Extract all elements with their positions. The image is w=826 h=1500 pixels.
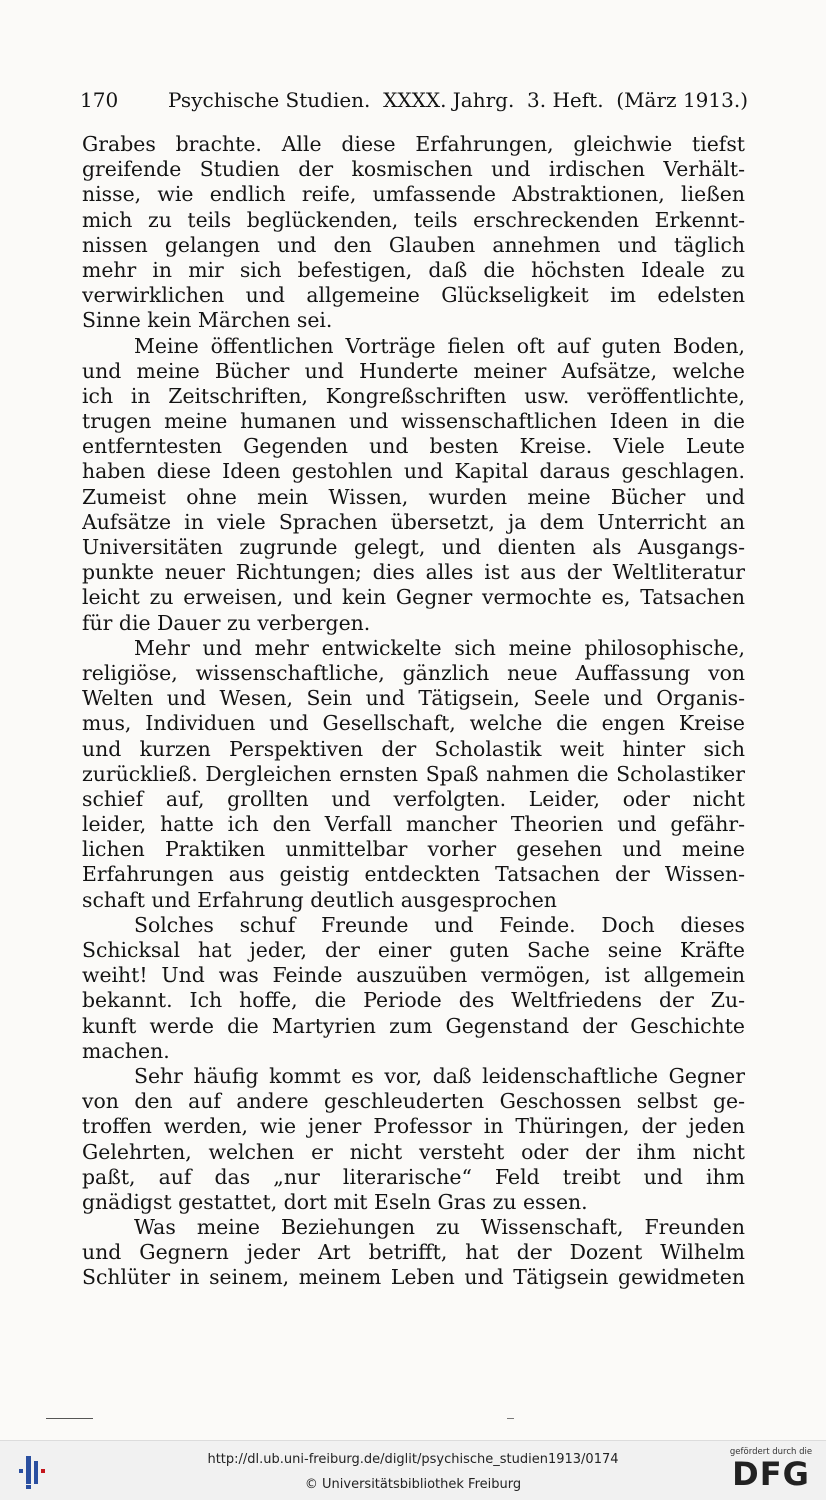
text-line: troffen werden, wie jener Professor in Thüringen, der jeden: [82, 1114, 745, 1139]
text-line: Universitäten zugrunde gelegt, und dienten als Ausgangs-: [82, 535, 745, 559]
text-line: Was meine Beziehungen zu Wissenschaft, Freunden: [134, 1215, 745, 1240]
text-line: schief auf, grollten und verfolgten. Leider, oder nicht: [82, 786, 745, 811]
text-line: kunft werde die Martyrien zum Gegenstand der Geschichte: [82, 1013, 745, 1038]
text-line: paßt, auf das „nur literarische“ Feld treibt und ihm: [82, 1164, 745, 1189]
text-line: Sehr häufig kommt es vor, daß leidenschaftliche Gegner: [134, 1063, 745, 1088]
text-line: Welten und Wesen, Sein und Tätigsein, Seele und Organis-: [82, 686, 745, 711]
text-line: leicht zu erweisen, und kein Gegner vermochte es, Tatsachen: [82, 585, 745, 610]
copyright-notice: © Universitätsbibliothek Freiburg: [304, 1477, 522, 1492]
viewer-footer: [0, 1440, 826, 1500]
text-line: und kurzen Perspektiven der Scholastik weit hinter sich: [82, 736, 745, 761]
dfg-logo-text: DFG: [732, 1455, 810, 1493]
text-line: Erfahrungen aus geistig entdeckten Tatsachen der Wissen-: [82, 862, 745, 887]
text-line: Sinne kein Märchen sei.: [82, 308, 333, 333]
permalink-url[interactable]: http://dl.ub.uni-freiburg.de/diglit/psychische_studien1913/0174: [207, 1452, 619, 1467]
text-line: für die Dauer zu verbergen.: [82, 610, 371, 635]
text-line: trugen meine humanen und wissenschaftlichen Ideen in die: [82, 409, 745, 434]
text-line: entferntesten Gegenden und besten Kreise. Viele Leute: [82, 434, 745, 459]
text-line: bekannt. Ich hoffe, die Periode des Weltfriedens der Zu-: [82, 988, 745, 1013]
page-number: 170: [80, 88, 119, 112]
text-line: ich in Zeitschriften, Kongreßschriften usw. veröffentlichte,: [82, 383, 745, 408]
text-line: und Gegnern jeder Art betrifft, hat der Dozent Wilhelm: [82, 1240, 745, 1265]
text-line: Gelehrten, welchen er nicht versteht oder der ihm nicht: [82, 1139, 745, 1164]
text-line: Grabes brachte. Alle diese Erfahrungen, gleichwie tiefst: [82, 132, 745, 156]
text-line: machen.: [82, 1038, 170, 1063]
text-line: punkte neuer Richtungen; dies alles ist aus der Weltliteratur: [82, 560, 745, 585]
running-header: [80, 88, 748, 116]
text-line: Mehr und mehr entwickelte sich meine philosophische,: [134, 635, 745, 660]
text-line: lichen Praktiken unmittelbar vorher gesehen und meine: [82, 837, 745, 862]
text-line: gnädigst gestattet, dort mit Eseln Gras zu essen.: [82, 1189, 588, 1214]
running-title: Psychische Studien. XXXX. Jahrg. 3. Heft. (März 1913.): [168, 88, 748, 112]
text-line: mus, Individuen und Gesellschaft, welche die engen Kreise: [82, 711, 745, 736]
text-line: schaft und Erfahrung deutlich ausgesprochen: [82, 887, 557, 912]
text-line: haben diese Ideen gestohlen und Kapital daraus geschlagen.: [82, 459, 745, 484]
page-mark: [507, 1418, 514, 1419]
text-line: greifende Studien der kosmischen und irdischen Verhält-: [82, 157, 745, 182]
text-line: mich zu teils beglückenden, teils erschreckenden Erkennt-: [82, 207, 745, 232]
dfg-logo: [728, 1447, 814, 1491]
text-line: mehr in mir sich befestigen, daß die höchsten Ideale zu: [82, 257, 745, 282]
body-text: [82, 132, 745, 1291]
funder-note: gefördert durch die: [729, 1447, 813, 1457]
text-line: Schicksal hat jeder, der einer guten Sache seine Kräfte: [82, 938, 745, 962]
text-line: und meine Bücher und Hunderte meiner Aufsätze, welche: [82, 358, 745, 383]
text-line: von den auf andere geschleuderten Geschossen selbst ge-: [82, 1089, 745, 1114]
text-line: religiöse, wissenschaftliche, gänzlich neue Auffassung von: [82, 660, 745, 685]
text-line: Zumeist ohne mein Wissen, wurden meine Bücher und: [82, 484, 745, 509]
text-line: Schlüter in seinem, meinem Leben und Tätigsein gewidmeten: [82, 1265, 745, 1290]
text-line: verwirklichen und allgemeine Glückseligkeit im edelsten: [82, 283, 745, 308]
text-line: Solches schuf Freunde und Feinde. Doch dieses: [134, 912, 745, 937]
footnote-rule: [46, 1418, 93, 1419]
text-line: zurückließ. Dergleichen ernsten Spaß nahmen die Scholastiker: [82, 761, 745, 786]
text-line: nissen gelangen und den Glauben annehmen und täglich: [82, 232, 745, 257]
text-line: nisse, wie endlich reife, umfassende Abstraktionen, ließen: [82, 182, 745, 207]
text-line: weiht! Und was Feinde auszuüben vermögen, ist allgemein: [82, 963, 745, 988]
text-line: Aufsätze in viele Sprachen übersetzt, ja dem Unterricht an: [82, 509, 745, 534]
text-line: Meine öffentlichen Vorträge fielen oft auf guten Boden,: [134, 333, 745, 358]
text-line: leider, hatte ich den Verfall mancher Theorien und gefähr-: [82, 812, 745, 837]
